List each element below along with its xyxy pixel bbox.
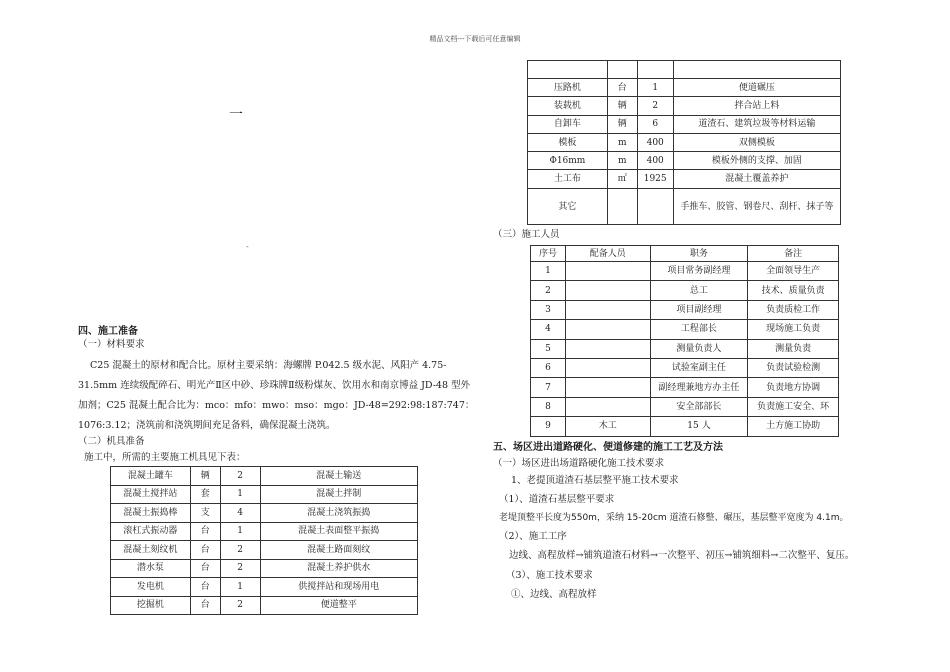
staff-table xyxy=(530,245,839,437)
staff-row-cell: 8 xyxy=(531,397,566,416)
machine-table xyxy=(110,466,418,615)
item-2-title: （2）、施工工序 xyxy=(499,531,567,542)
equipment-row-cell: 道渣石、建筑垃圾等材料运输 xyxy=(673,115,840,133)
staff-row-cell xyxy=(565,281,650,300)
staff-row-cell: 9 xyxy=(531,417,566,436)
staff-row-cell: 负责地方协调 xyxy=(748,378,839,397)
staff-row-cell: 全面领导生产 xyxy=(748,262,839,281)
machine-row-cell: 滚杠式振动器 xyxy=(111,522,191,541)
page-header: 精品文档---下载后可任意编辑 xyxy=(429,35,521,43)
equipment-row-cell: 模板外侧的支撑、加固 xyxy=(673,152,840,170)
staff-row-cell: 测量负责人 xyxy=(650,339,748,358)
equipment-row-cell: 模板 xyxy=(528,133,608,151)
staff-row-cell: 技术、质量负责 xyxy=(748,281,839,300)
staff-row xyxy=(531,339,839,358)
staff-row-cell xyxy=(565,262,650,281)
materials-para-line-2: 31.5mm 连续级配碎石、明光产Ⅱ区中砂、珍珠牌Ⅱ级粉煤灰、饮用水和南京博益 JD-48 型外 xyxy=(78,380,471,391)
machine-row-cell: 混凝土拌制 xyxy=(260,485,417,504)
staff-row-cell: 副经理兼地方办主任 xyxy=(650,378,748,397)
equipment-row xyxy=(528,115,841,133)
machine-row-cell: 便道整平 xyxy=(260,596,417,615)
machine-row-cell: 台 xyxy=(190,522,220,541)
equipment-row-cell xyxy=(637,188,673,225)
staff-row-cell: 5 xyxy=(531,339,566,358)
equipment-row xyxy=(528,97,841,115)
staff-row-cell: 负责施工安全、环 xyxy=(748,397,839,416)
section-4-title: 四、施工准备 xyxy=(78,326,138,337)
staff-row-cell: 安全部部长 xyxy=(650,397,748,416)
item-1-text: 老堤顶整平长度为550m，采纳 15-20cm 道渣石修整、碾压，基层整平宽度为 4.1m。 xyxy=(499,513,849,523)
equipment-row-cell: 拌合站上料 xyxy=(673,97,840,115)
item-3-title: （3）、施工技术要求 xyxy=(506,570,593,581)
machine-row xyxy=(111,522,418,541)
staff-row-cell: 总工 xyxy=(650,281,748,300)
equipment-row-cell: 双侧模板 xyxy=(673,133,840,151)
section-5-title: 五、场区进出道路硬化、便道修建的施工工艺及方法 xyxy=(493,442,723,453)
equipment-row-cell: 1925 xyxy=(637,170,673,188)
machine-row-cell: 发电机 xyxy=(111,578,191,597)
machine-row-cell: 混凝土振捣棒 xyxy=(111,504,191,523)
item-3-sub-1: ①、边线、高程放样 xyxy=(511,589,597,600)
machine-row-cell: 台 xyxy=(190,578,220,597)
machine-row xyxy=(111,559,418,578)
staff-row-cell: 测量负责 xyxy=(748,339,839,358)
machine-row-cell: 混凝土搅拌站 xyxy=(111,485,191,504)
staff-row xyxy=(531,378,839,397)
materials-title: （一）材料要求 xyxy=(78,339,145,350)
machine-row xyxy=(111,467,418,486)
equipment-row xyxy=(528,79,841,97)
staff-row xyxy=(531,320,839,339)
staff-row-cell: 工程部长 xyxy=(650,320,748,339)
staff-row-cell: 项目副经理 xyxy=(650,300,748,319)
stray-mark: - xyxy=(246,242,249,251)
staff-row-cell xyxy=(565,358,650,377)
staff-row-cell: 木工 xyxy=(565,417,650,436)
machine-row-cell: 混凝土路面刻纹 xyxy=(260,541,417,560)
materials-para-line-3: 加剂；C25 混凝土配合比为：mco：mfo：mwo：mso：mgo：JD-48=292:98:187:747： xyxy=(78,400,475,411)
equipment-row-cell: m xyxy=(607,133,637,151)
equipment-row-cell: 400 xyxy=(637,152,673,170)
staff-row-cell: 2 xyxy=(531,281,566,300)
equipment-row xyxy=(528,188,841,225)
machine-row-cell: 台 xyxy=(190,559,220,578)
staff-row-cell xyxy=(565,378,650,397)
machine-row-cell: 台 xyxy=(190,541,220,560)
staff-row xyxy=(531,358,839,377)
machine-row-cell: 1 xyxy=(220,578,260,597)
staff-title: （三）施工人员 xyxy=(493,229,560,240)
machine-row-cell: 供搅拌站和现场用电 xyxy=(260,578,417,597)
staff-row-cell: 4 xyxy=(531,320,566,339)
staff-row xyxy=(531,300,839,319)
equipment-row-cell: 土工布 xyxy=(528,170,608,188)
machine-row-cell: 2 xyxy=(220,596,260,615)
equipment-row-cell: 压路机 xyxy=(528,79,608,97)
machine-row-cell: 辆 xyxy=(190,467,220,486)
staff-row-cell: 负责质检工作 xyxy=(748,300,839,319)
machine-row-cell: 2 xyxy=(220,467,260,486)
machine-row-cell: 台 xyxy=(190,596,220,615)
staff-header-row xyxy=(531,246,839,262)
machine-row xyxy=(111,504,418,523)
machine-row-cell: 1 xyxy=(220,485,260,504)
subsection-5-1-1: 1、老提顶道渣石基层整平施工技术要求 xyxy=(511,475,679,486)
staff-row-cell: 土方施工协助 xyxy=(748,417,839,436)
staff-row-cell: 7 xyxy=(531,378,566,397)
staff-row-cell: 项目常务副经理 xyxy=(650,262,748,281)
materials-para-line-4: 1076:3.12；浇筑前和浇筑期间充足备料，确保混凝土浇筑。 xyxy=(78,420,336,431)
machine-row-cell: 混凝土刻纹机 xyxy=(111,541,191,560)
equipment-empty-row xyxy=(528,61,841,79)
staff-row-cell xyxy=(565,320,650,339)
machine-row-cell: 混凝土表面整平振捣 xyxy=(260,522,417,541)
staff-row-cell xyxy=(565,397,650,416)
machine-row xyxy=(111,541,418,560)
equipment-row-cell: 手推车、胶管、钢卷尺、刮杆、抹子等 xyxy=(673,188,840,225)
machine-row-cell: 4 xyxy=(220,504,260,523)
machine-intro: 施工中，所需的主要施工机具见下表： xyxy=(84,452,246,463)
machine-row-cell: 潜水泵 xyxy=(111,559,191,578)
staff-row-cell xyxy=(565,300,650,319)
machine-row-cell: 混凝土罐车 xyxy=(111,467,191,486)
equipment-row-cell: 其它 xyxy=(528,188,608,225)
staff-row-cell: 6 xyxy=(531,358,566,377)
staff-header-cell: 序号 xyxy=(531,246,566,262)
item-2-text: 边线、高程放样→铺筑道渣石材料→一次整平、初压→铺筑细料→二次整平、复压。 xyxy=(509,550,855,561)
equipment-row-cell: 1 xyxy=(637,79,673,97)
page-number-dash: 一 xyxy=(229,107,243,123)
equipment-row-cell: 400 xyxy=(637,133,673,151)
equipment-row-cell: 混凝土覆盖养护 xyxy=(673,170,840,188)
staff-row-cell: 3 xyxy=(531,300,566,319)
machine-title: （二）机具准备 xyxy=(78,436,145,447)
machine-row-cell: 混凝土输送 xyxy=(260,467,417,486)
machine-row-cell: 1 xyxy=(220,522,260,541)
subsection-5-1: （一）场区进出场道路硬化施工技术要求 xyxy=(493,458,665,469)
staff-row xyxy=(531,397,839,416)
equipment-row-cell: 便道碾压 xyxy=(673,79,840,97)
machine-row-cell: 2 xyxy=(220,541,260,560)
equipment-row-cell: m xyxy=(607,152,637,170)
equipment-row-cell: 台 xyxy=(607,79,637,97)
equipment-row-cell: Φ16mm xyxy=(528,152,608,170)
staff-row-cell: 1 xyxy=(531,262,566,281)
equipment-table xyxy=(527,60,841,225)
staff-row xyxy=(531,262,839,281)
equipment-row-cell: 6 xyxy=(637,115,673,133)
machine-row-cell: 支 xyxy=(190,504,220,523)
staff-row-cell: 负责试验检测 xyxy=(748,358,839,377)
equipment-row xyxy=(528,170,841,188)
machine-row-cell: 挖掘机 xyxy=(111,596,191,615)
staff-row-cell xyxy=(565,339,650,358)
equipment-row xyxy=(528,133,841,151)
materials-para-line-1: C25 混凝土的原材和配合比。原材主要采纳：海螺牌 P.042.5 级水泥、风阳产 4.75- xyxy=(90,360,447,371)
staff-header-cell: 配备人员 xyxy=(565,246,650,262)
equipment-row-cell: 辆 xyxy=(607,115,637,133)
equipment-row-cell: 自卸车 xyxy=(528,115,608,133)
machine-row-cell: 2 xyxy=(220,559,260,578)
equipment-row-cell: 2 xyxy=(637,97,673,115)
equipment-row-cell: 辆 xyxy=(607,97,637,115)
equipment-row-cell: 装载机 xyxy=(528,97,608,115)
staff-row-cell: 现场施工负责 xyxy=(748,320,839,339)
equipment-row-cell xyxy=(607,188,637,225)
machine-row xyxy=(111,578,418,597)
machine-row-cell: 套 xyxy=(190,485,220,504)
equipment-row xyxy=(528,152,841,170)
staff-row xyxy=(531,281,839,300)
staff-row-cell: 试验室副主任 xyxy=(650,358,748,377)
staff-row-cell: 15 人 xyxy=(650,417,748,436)
machine-row-cell: 混凝土养护供水 xyxy=(260,559,417,578)
staff-header-cell: 职务 xyxy=(650,246,748,262)
item-1-title: （1）、道渣石基层整平要求 xyxy=(499,494,615,505)
machine-row xyxy=(111,596,418,615)
machine-row xyxy=(111,485,418,504)
staff-row xyxy=(531,417,839,436)
equipment-row-cell: ㎡ xyxy=(607,170,637,188)
machine-row-cell: 混凝土浇筑振捣 xyxy=(260,504,417,523)
staff-header-cell: 备注 xyxy=(748,246,839,262)
